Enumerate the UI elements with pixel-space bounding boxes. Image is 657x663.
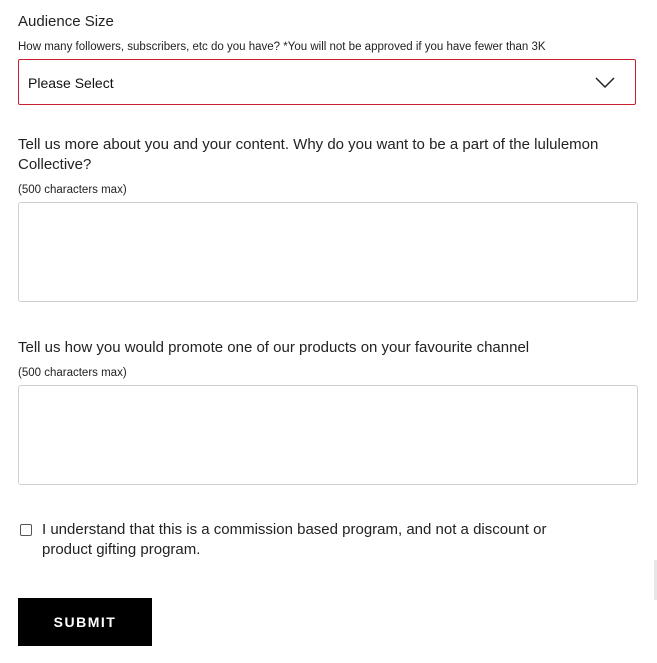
agreement-checkbox[interactable]: [20, 524, 32, 536]
agreement-label[interactable]: I understand that this is a commission based program, and not a discount or product gifting program.: [42, 521, 547, 558]
chevron-down-icon: [595, 77, 615, 89]
audience-size-hint: How many followers, subscribers, etc do you have? *You will not be approved if you have fewer than 3K: [18, 41, 546, 53]
about-content-hint: (500 characters max): [18, 184, 127, 196]
about-content-label: Tell us more about you and your content. Why do you want to be a part of the lululemon Collective?: [18, 136, 599, 173]
select-value: Please Select: [28, 75, 114, 91]
promote-label: Tell us how you would promote one of our products on your favourite channel: [18, 339, 530, 356]
promote-hint: (500 characters max): [18, 367, 127, 379]
about-content-textarea[interactable]: [18, 202, 638, 302]
audience-size-label: Audience Size: [18, 13, 114, 30]
promote-textarea[interactable]: [18, 385, 638, 485]
audience-size-select[interactable]: [18, 59, 636, 105]
submit-button[interactable]: SUBMIT: [18, 598, 152, 646]
